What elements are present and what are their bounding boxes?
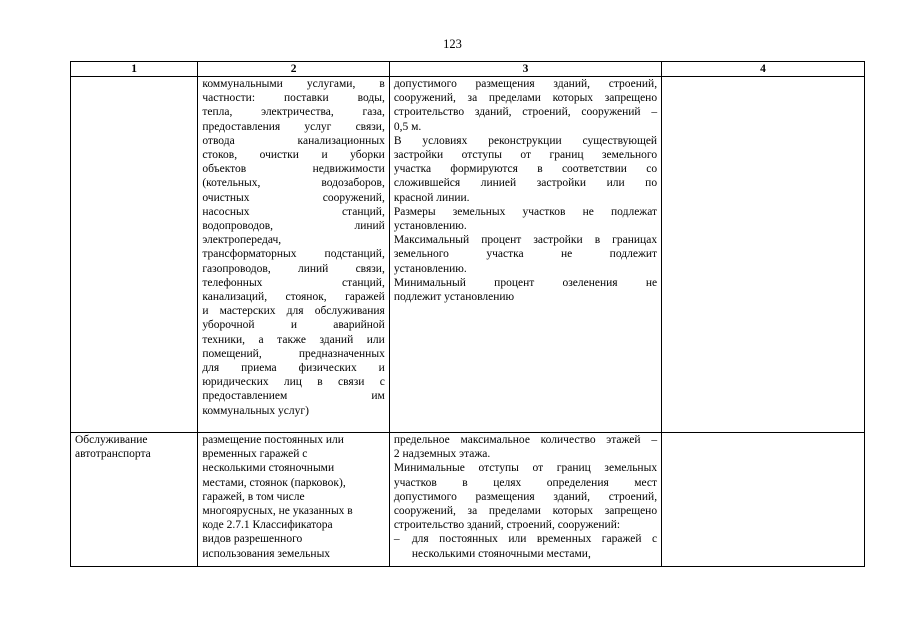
text-line: несколькими стояночными местами, xyxy=(411,547,591,560)
row1-col2 xyxy=(198,77,390,433)
text-line: автотранспорта xyxy=(75,448,151,461)
page-number: 123 xyxy=(443,37,462,51)
text-line: установлению. xyxy=(393,220,467,233)
text-line: и мастерских для обслуживания xyxy=(202,305,385,318)
row2-col4 xyxy=(662,433,865,567)
text-line: В условиях реконструкции существующей xyxy=(393,134,658,147)
text-line: (котельных, водозаборов, xyxy=(202,177,385,190)
text-line: коде 2.7.1 Классификатора xyxy=(202,519,333,532)
document-table xyxy=(70,61,865,567)
text-line: трансформаторных подстанций, xyxy=(202,248,385,261)
table-row xyxy=(71,77,865,433)
row2-col3 xyxy=(389,433,661,567)
text-line: насосных станций, xyxy=(202,205,385,218)
text-line: Минимальные отступы от границ земельных xyxy=(393,462,658,475)
text-line: красной линии. xyxy=(393,191,470,204)
text-line: земельного участка не подлежит xyxy=(393,248,658,261)
text-line: сложившейся линией застройки или по xyxy=(393,177,658,190)
dash-list-item xyxy=(394,532,657,560)
text-line: временных гаражей с xyxy=(202,448,308,461)
header-col-4: 4 xyxy=(662,62,865,77)
text-line: 0,5 м. xyxy=(393,120,422,133)
text-line: видов разрешенного xyxy=(202,533,303,546)
row1-col1 xyxy=(71,77,198,433)
dash-marker: – xyxy=(393,533,400,546)
row2-col2 xyxy=(198,433,390,567)
header-col-1: 1 xyxy=(71,62,198,77)
text-line: Размеры земельных участков не подлежат xyxy=(393,205,658,218)
text-line: коммунальных услуг) xyxy=(202,404,309,417)
text-line: сооружений, за пределами которых запрещено xyxy=(393,92,658,105)
text-line: местами, стоянок (парковок), xyxy=(202,476,346,489)
text-line: размещение постоянных или xyxy=(202,434,344,446)
text-line: предоставления услуг связи, xyxy=(202,120,385,133)
text-line: подлежит установлению xyxy=(393,291,515,304)
text-line: предельное максимальное количество этажей – xyxy=(393,434,658,446)
text-line: строительство зданий, строений, сооружений: xyxy=(393,519,621,532)
header-row xyxy=(71,62,865,77)
text-line: гаражей, в том числе xyxy=(202,490,305,503)
text-line: коммунальными услугами, в xyxy=(202,78,385,90)
text-line: тепла, электричества, газа, xyxy=(202,106,385,119)
text-line: помещений, предназначенных xyxy=(202,347,385,360)
text-line: частности: поставки воды, xyxy=(202,92,385,105)
text-line: участка формируются в соответствии со xyxy=(393,163,658,176)
text-line: отвода канализационных xyxy=(202,134,385,147)
text-line: Обслуживание xyxy=(75,434,148,446)
text-line: уборочной и аварийной xyxy=(202,319,385,332)
text-line: канализаций, стоянок, гаражей xyxy=(202,291,385,304)
row2-col1 xyxy=(71,433,198,567)
text-line: телефонных станций, xyxy=(202,276,385,289)
text-line: объектов недвижимости xyxy=(202,163,385,176)
text-line: установлению. xyxy=(393,262,467,275)
text-line: газопроводов, линий связи, xyxy=(202,262,385,275)
text-line: многоярусных, не указанных в xyxy=(202,505,353,518)
text-line: для постоянных или временных гаражей с xyxy=(411,533,658,546)
text-line: очистных сооружений, xyxy=(202,191,385,204)
text-line: строительство зданий, строений, сооружений – xyxy=(393,106,658,119)
text-line: водопроводов, линий xyxy=(202,220,385,233)
text-line: 2 надземных этажа. xyxy=(393,448,491,461)
text-line: юридических лиц в связи с xyxy=(202,376,385,389)
text-line: использования земельных xyxy=(202,547,331,560)
text-line: электропередач, xyxy=(202,234,282,247)
table-row xyxy=(71,433,865,567)
text-line: Максимальный процент застройки в границах xyxy=(393,234,658,247)
row1-col4 xyxy=(662,77,865,433)
text-line: сооружений, за пределами которых запрещено xyxy=(393,505,658,518)
text-line: допустимого размещения зданий, строений, xyxy=(393,490,658,503)
text-line: допустимого размещения зданий, строений, xyxy=(393,78,658,90)
text-line: предоставлением им xyxy=(202,390,385,403)
text-line: несколькими стояночными xyxy=(202,462,335,475)
text-line: техники, а также зданий или xyxy=(202,333,385,346)
text-line: застройки отступы от границ земельного xyxy=(393,149,658,162)
row1-col3 xyxy=(389,77,661,433)
header-col-2: 2 xyxy=(198,62,390,77)
text-line: Минимальный процент озеленения не xyxy=(393,276,658,289)
text-line: для приема физических и xyxy=(202,362,385,375)
header-col-3: 3 xyxy=(389,62,661,77)
text-line: участков в целях определения мест xyxy=(393,476,658,489)
text-line: стоков, очистки и уборки xyxy=(202,149,385,162)
